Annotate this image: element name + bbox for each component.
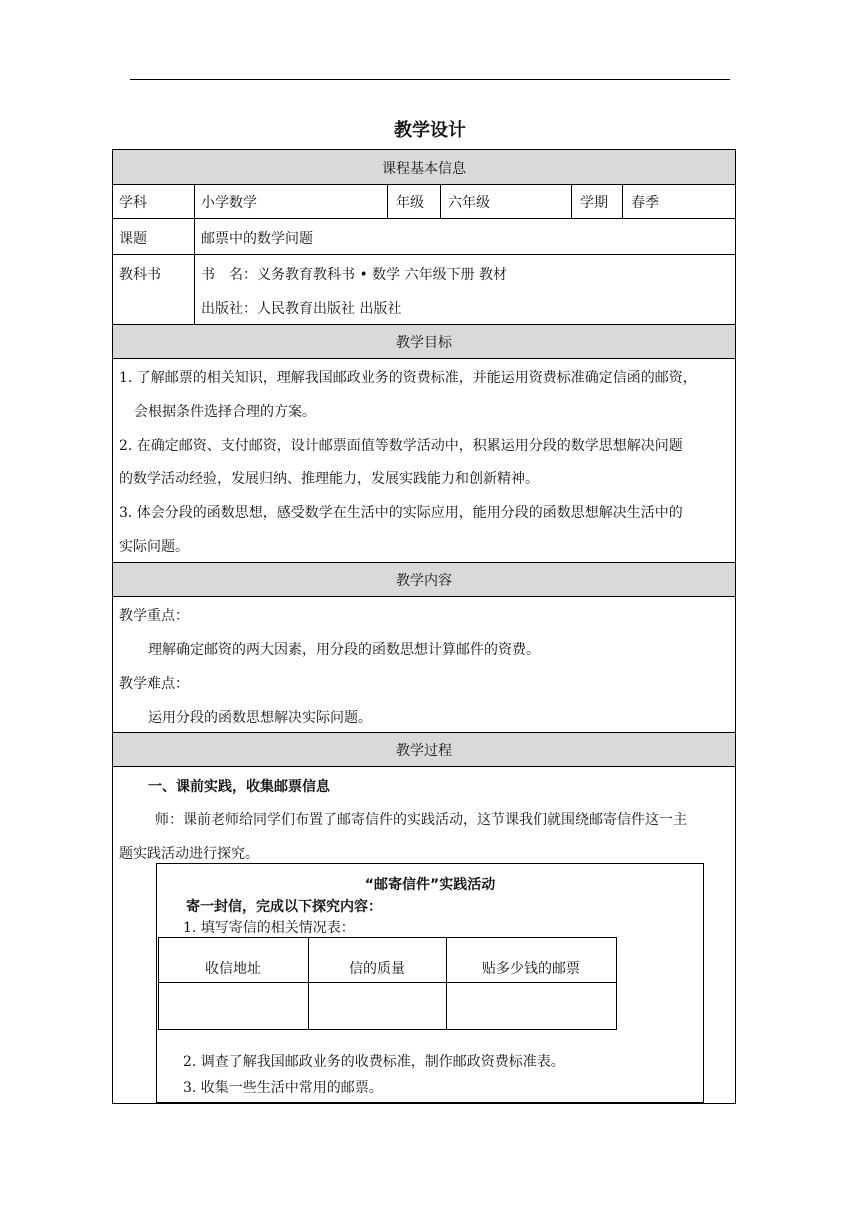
section-1-title: 一、课前实践，收集邮票信息 — [148, 779, 330, 795]
difficulty-text: 运用分段的函数思想解决实际问题。 — [148, 710, 372, 726]
subject-value: 小学数学 — [201, 195, 257, 211]
subject-label: 学科 — [119, 195, 147, 211]
col-letter-weight: 信的质量 — [349, 961, 405, 977]
activity-title: “邮寄信件”实践活动 — [364, 877, 496, 893]
topic-value: 邮票中的数学问题 — [201, 231, 313, 247]
activity-step-2: 2. 调查了解我国邮政业务的收费标准，制作邮政资费标准表。 — [183, 1054, 565, 1070]
term-label: 学期 — [580, 195, 608, 211]
objective-2-line2: 的数学活动经验，发展归纳、推理能力，发展实践能力和创新精神。 — [119, 471, 539, 487]
objective-3-line2: 实际问题。 — [119, 539, 189, 555]
difficulty-label: 教学难点： — [119, 676, 189, 692]
objective-2-line1: 2. 在确定邮资、支付邮资，设计邮票面值等数学活动中，积累运用分段的数学思想解决问题 — [119, 438, 683, 454]
teacher-line-2: 题实践活动进行探究。 — [119, 846, 259, 862]
objectives-header: 教学目标 — [396, 335, 452, 351]
activity-subtitle: 寄一封信，完成以下探究内容： — [186, 899, 382, 915]
header-rule — [130, 79, 730, 80]
key-point-text: 理解确定邮资的两大因素，用分段的函数思想计算邮件的资费。 — [148, 642, 540, 658]
key-point-label: 教学重点： — [119, 608, 189, 624]
objective-1-line1: 1. 了解邮票的相关知识，理解我国邮政业务的资费标准，并能运用资费标准确定信函的邮资， — [119, 370, 697, 386]
grade-label: 年级 — [396, 195, 424, 211]
activity-step-3: 3. 收集一些生活中常用的邮票。 — [183, 1080, 383, 1096]
textbook-publisher: 出版社：人民教育出版社 出版社 — [201, 301, 402, 317]
col-stamp-amount: 贴多少钱的邮票 — [482, 961, 580, 977]
teacher-line-1: 师：课前老师给同学们布置了邮寄信件的实践活动，这节课我们就围绕邮寄信件这一主 — [155, 812, 687, 828]
col-recipient-address: 收信地址 — [205, 961, 261, 977]
textbook-name: 书 名：义务教育教科书 • 数学 六年级下册 教材 — [201, 267, 508, 283]
grade-value: 六年级 — [448, 195, 490, 211]
term-value: 春季 — [631, 195, 659, 211]
activity-step-1: 1. 填写寄信的相关情况表： — [183, 920, 355, 936]
topic-label: 课题 — [119, 231, 147, 247]
document-title: 教学设计 — [394, 120, 466, 141]
objective-1-line2: 会根据条件选择合理的方案。 — [134, 404, 316, 420]
textbook-label: 教科书 — [119, 267, 161, 283]
basic-info-header: 课程基本信息 — [382, 161, 466, 177]
content-header: 教学内容 — [396, 573, 452, 589]
objective-3-line1: 3. 体会分段的函数思想，感受数学在生活中的实际应用，能用分段的函数思想解决生活中的 — [119, 505, 683, 521]
process-header: 教学过程 — [396, 743, 452, 759]
